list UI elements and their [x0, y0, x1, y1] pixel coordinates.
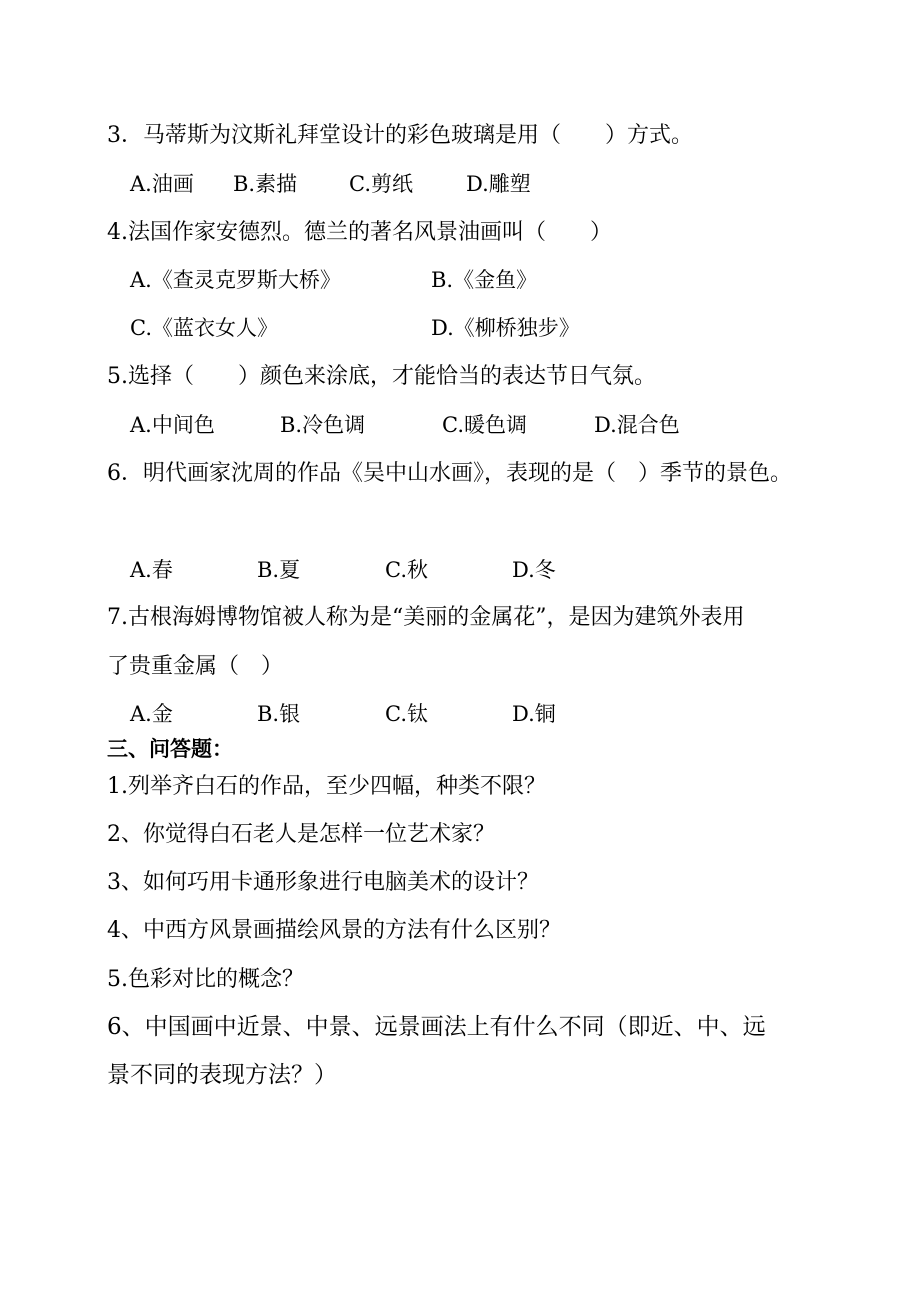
q5-option-c: C.暖色调: [442, 413, 527, 437]
essay-question-2: 2、你觉得白石老人是怎样一位艺术家？: [107, 822, 495, 847]
q6-option-c: C.秋: [385, 558, 428, 582]
essay-question-6-line-2: 景不同的表现方法？）: [107, 1062, 337, 1088]
q7-option-c: C.钛: [385, 702, 428, 726]
q5-option-b: B.冷色调: [280, 413, 366, 437]
question-7-line-1: 7.古根海姆博物馆被人称为是“美丽的金属花”，是因为建筑外表用: [107, 605, 745, 630]
question-7-line-2: 了贵重金属（ ）: [107, 654, 284, 679]
essay-question-1: 1.列举齐白石的作品，至少四幅，种类不限？: [107, 774, 546, 799]
essay-question-3: 3、如何巧用卡通形象进行电脑美术的设计？: [107, 870, 539, 895]
q4-option-d: D.《柳桥独步》: [431, 316, 580, 340]
essay-question-5: 5.色彩对比的概念？: [107, 967, 304, 992]
q7-option-d: D.铜: [512, 702, 556, 726]
q3-option-c: C.剪纸: [349, 172, 413, 196]
q5-option-d: D.混合色: [594, 413, 680, 437]
question-3: 3．马蒂斯为汶斯礼拜堂设计的彩色玻璃是用（ ）方式。: [107, 123, 693, 148]
q4-option-a: A.《查灵克罗斯大桥》: [130, 268, 341, 292]
q3-option-b: B.素描: [233, 172, 298, 196]
question-6: 6．明代画家沈周的作品《吴中山水画》，表现的是（ ）季节的景色。: [107, 461, 792, 486]
q3-option-a: A.油画: [130, 172, 194, 196]
q5-option-a: A.中间色: [130, 413, 215, 437]
q6-option-b: B.夏: [257, 558, 301, 582]
q4-option-b: B.《金鱼》: [431, 268, 538, 292]
section-3-heading: 三、问答题：: [107, 737, 233, 761]
q7-option-b: B.银: [257, 702, 301, 726]
question-4: 4.法国作家安德烈。德兰的著名风景油画叫（ ）: [107, 220, 612, 245]
q6-option-a: A.春: [130, 558, 173, 582]
essay-question-6-line-1: 6、中国画中近景、中景、远景画法上有什么不同（即近、中、远: [107, 1014, 766, 1040]
question-5: 5.选择（ ）颜色来涂底，才能恰当的表达节日气氛。: [107, 364, 656, 389]
essay-question-4: 4、中西方风景画描绘风景的方法有什么区别？: [107, 918, 561, 943]
q4-option-c: C.《蓝衣女人》: [130, 316, 278, 340]
q3-option-d: D.雕塑: [466, 172, 531, 196]
q6-option-d: D.冬: [512, 558, 556, 582]
q7-option-a: A.金: [130, 702, 173, 726]
